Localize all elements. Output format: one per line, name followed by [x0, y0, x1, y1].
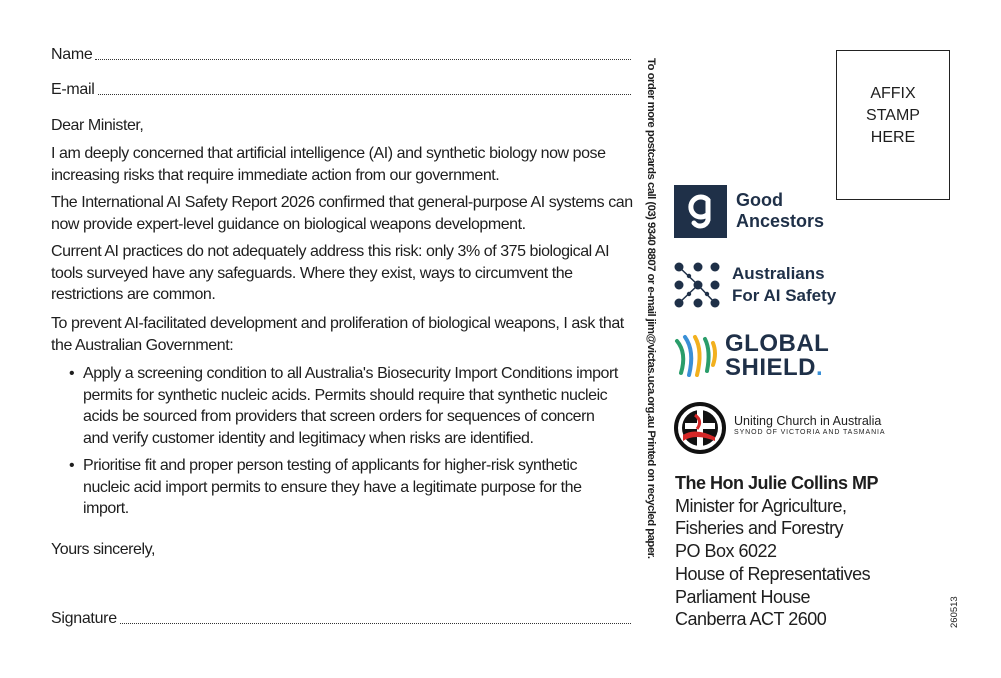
signature-label: Signature [51, 610, 117, 627]
name-label: Name [51, 46, 93, 63]
print-code: 260513 [949, 596, 960, 628]
stamp-text-2: STAMP [866, 107, 920, 124]
global-shield-icon [673, 333, 719, 379]
aafs-wordmark: Australians For AI Safety [732, 264, 837, 305]
recipient-name: The Hon Julie Collins MP [675, 473, 879, 493]
global-shield-wordmark: GLOBAL SHIELD. [725, 330, 830, 381]
good-ancestors-wordmark: Good Ancestors [736, 190, 825, 231]
global-shield-dot: . [816, 354, 824, 381]
signature-field[interactable] [51, 610, 631, 628]
salutation: Dear Minister, [51, 117, 144, 134]
address-line: House of Representatives [675, 563, 871, 584]
bullet-dot: • [69, 365, 75, 382]
paragraph-2: The International AI Safety Report 2026 confirmed that general-purpose AI systems can now provide expert-level guidance on biological weapons development. [51, 194, 633, 233]
paragraph-4: To prevent AI-facilitated development and proliferation of biological weapons, I ask that the Australian Government: [51, 315, 624, 354]
closing: Yours sincerely, [51, 541, 155, 558]
address-line: PO Box 6022 [675, 541, 777, 562]
good-ancestors-g-icon [674, 185, 727, 238]
name-field[interactable] [51, 46, 631, 64]
address-line: Canberra ACT 2600 [675, 609, 827, 630]
uniting-church-wordmark: Uniting Church in Australia SYNOD OF VICTORIA AND TASMANIA [734, 414, 886, 436]
name-line[interactable] [95, 58, 631, 60]
uniting-church-icon [673, 401, 727, 455]
address-line: Parliament House [675, 586, 811, 607]
recipient-address [675, 472, 878, 631]
signature-line[interactable] [120, 622, 631, 624]
paragraph-1: I am deeply concerned that artificial intelligence (AI) and synthetic biology now pose increasing risks that require immediate action from our government. [51, 145, 606, 184]
email-line[interactable] [98, 93, 631, 95]
stamp-text-3: HERE [870, 129, 916, 146]
email-field[interactable] [51, 81, 631, 99]
address-line: Minister for Agriculture, [675, 495, 847, 516]
stamp-box [836, 50, 950, 200]
address-line: Fisheries and Forestry [675, 518, 844, 539]
good-ancestors-logo [674, 185, 727, 238]
paragraph-3: Current AI practices do not adequately address this risk: only 3% of 375 biological AI tools surveyed have any safeguards. Where they exist, ways to circumvent the restrictions are common. [51, 243, 610, 303]
bullet-text: Apply a screening condition to all Australia's Biosecurity Import Conditions import permits for synthetic nucleic acids. Permits should require that synthetic nucleic acids be sourced from providers that screen orders for sequences of concern and verify customer identity and legitimacy when risks are identified. [83, 365, 618, 447]
aafs-dots-icon [673, 261, 723, 309]
bullet-text: Prioritise fit and proper person testing of applicants for higher-risk synthetic nucleic acid import permits to ensure they have a legitimate purpose for the import. [83, 457, 582, 517]
order-info-vertical: To order more postcards call (03) 9340 8807 or e-mail jim@victas.uca.org.au Printed on recycled paper. [645, 58, 657, 559]
bullet-dot: • [69, 457, 75, 474]
stamp-text-1: AFFIX [870, 85, 916, 102]
email-label: E-mail [51, 81, 95, 98]
